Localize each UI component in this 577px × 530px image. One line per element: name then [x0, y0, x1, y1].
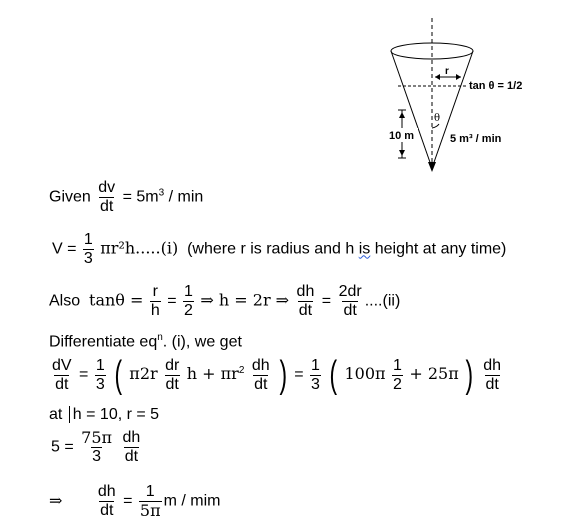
dh2-num: dh: [251, 356, 270, 374]
v-note-b: height at any time): [370, 240, 507, 258]
dr-den: dt: [165, 375, 179, 393]
h-under: h: [150, 302, 160, 319]
height-label: 10 m: [389, 130, 415, 142]
seventy-five-pi-third: [80, 430, 113, 465]
given-rhs: = 5m: [122, 188, 159, 206]
dh-dt-5: [97, 484, 117, 519]
height-arrow-down: [399, 150, 405, 156]
theta-label: θ: [434, 113, 441, 124]
third-1-den: 3: [95, 375, 105, 393]
eq-4: =: [294, 366, 304, 384]
one-over-num: 1: [145, 483, 155, 500]
v-note-a: (where r is radius and h: [187, 240, 359, 258]
tan-label: tan θ = 1/2: [469, 80, 523, 92]
dh4-num: dh: [122, 429, 141, 446]
result-line: [49, 484, 220, 519]
also-word: Also: [49, 292, 81, 310]
diff-text: Differentiate eq: [49, 333, 158, 351]
given-exp: 3: [158, 187, 165, 199]
tan-line: [49, 284, 400, 319]
v-note-is: is: [358, 240, 371, 258]
diff-rest: . (i), we get: [162, 333, 242, 351]
eq-2: =: [321, 292, 332, 310]
radius-arrow-left: [435, 74, 440, 80]
dh-dt: [296, 284, 316, 319]
unit-end: m / mim: [163, 492, 221, 510]
two-dr-num: 2dr: [338, 283, 362, 300]
at-line: [49, 407, 159, 423]
cone-right-side: [432, 51, 473, 168]
given-den: dt: [100, 198, 114, 215]
v-den: 3: [83, 250, 93, 267]
one-over-5pi: [139, 484, 162, 519]
dh3-den: dt: [485, 375, 499, 393]
two-dr-den: dt: [343, 302, 357, 319]
dv-dt: [51, 358, 73, 393]
dh2-den: dt: [254, 375, 268, 393]
seventy-five-pi: 75π: [81, 428, 113, 447]
pi-2r: π2r: [129, 364, 158, 384]
volume-line: [52, 232, 506, 267]
v-num: 1: [83, 231, 93, 248]
ii-tag: ....(ii): [364, 292, 401, 310]
dh-num: dh: [296, 283, 315, 300]
dh5-num: dh: [97, 483, 116, 500]
third-1: [95, 358, 106, 393]
half-2-den: 2: [392, 375, 402, 393]
close-paren-1: ): [279, 354, 288, 396]
v-lhs: V =: [52, 240, 77, 258]
one-half: [183, 284, 194, 319]
cone-left-side: [391, 51, 432, 168]
tan-expr: tanθ =: [89, 290, 144, 310]
at-bar: [69, 406, 70, 423]
h-plus: h + πr: [186, 364, 239, 384]
diff-sup: n: [157, 332, 163, 343]
theta-arc: [432, 124, 439, 128]
three-den: 3: [92, 448, 102, 465]
at-label: at: [49, 406, 63, 423]
r-over-h: [150, 284, 161, 319]
given-line: [49, 180, 203, 215]
dh3-num: dh: [483, 356, 502, 374]
v-fraction: [83, 232, 94, 267]
cone-figure: [0, 0, 577, 200]
implies-arrow: ⇒: [49, 490, 63, 510]
third-2: [310, 358, 321, 393]
differentiate-line: [49, 333, 242, 350]
r-over: r: [152, 283, 158, 300]
radius-label: r: [445, 66, 449, 77]
eq-1: =: [167, 292, 177, 310]
five-line: [51, 430, 143, 465]
at-values: h = 10, r = 5: [72, 406, 160, 423]
implies-h: ⇒ h = 2r ⇒: [200, 290, 290, 310]
open-paren-1: (: [114, 354, 123, 396]
derivative-line: [49, 356, 504, 394]
hundred-pi: 100π: [344, 364, 386, 384]
eq-5: =: [123, 492, 133, 510]
one-num: 1: [184, 283, 193, 300]
close-paren-2: ): [465, 354, 474, 396]
dr-dt: [164, 358, 180, 393]
dh-dt-4: [121, 430, 141, 465]
height-arrow-up: [399, 112, 405, 118]
given-fraction: [97, 180, 116, 215]
half-2: [392, 358, 403, 393]
given-word: Given: [49, 188, 91, 206]
third-1-num: 1: [95, 356, 105, 374]
dh-dt-2: [251, 358, 271, 393]
r-squared: 2: [238, 364, 245, 376]
dh4-den: dt: [124, 448, 139, 465]
third-2-den: 3: [311, 375, 320, 393]
given-num: dv: [98, 179, 116, 196]
dv-num: dV: [52, 356, 72, 374]
given-unit: / min: [168, 188, 204, 206]
dh-dt-3: [482, 358, 502, 393]
five-pi-den: 5π: [139, 501, 161, 520]
dh5-den: dt: [100, 502, 114, 519]
half-2-num: 1: [392, 356, 402, 374]
two-dr-dt: [338, 284, 363, 319]
rate-label: 5 m³ / min: [450, 133, 502, 145]
radius-arrow-right: [456, 74, 461, 80]
dt-den: dt: [298, 302, 313, 319]
third-2-num: 1: [311, 356, 320, 374]
dr-num: dr: [165, 356, 180, 374]
five-eq: 5 =: [51, 438, 74, 456]
plus-25pi: + 25π: [409, 364, 459, 384]
eq-3: =: [79, 366, 89, 384]
v-rhs: πr²h.....(i): [100, 238, 179, 258]
dv-den: dt: [55, 375, 69, 393]
open-paren-2: (: [329, 354, 338, 396]
two-den: 2: [184, 302, 193, 319]
